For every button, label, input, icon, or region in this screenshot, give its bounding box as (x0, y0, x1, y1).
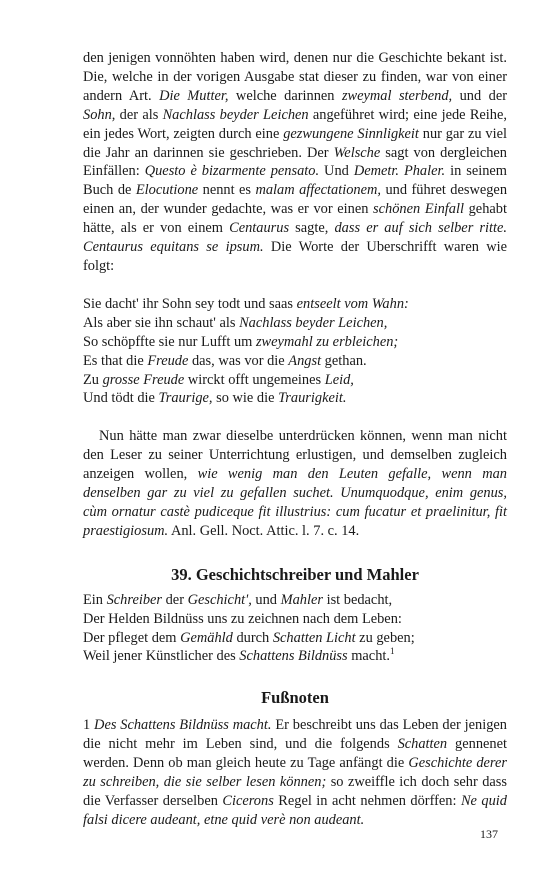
book-page (83, 49, 507, 830)
italic-run: Freude (147, 352, 189, 369)
italic-run: Schreiber (106, 591, 163, 608)
italic-run: Demetr. Phaler. (353, 163, 446, 180)
text-run: 1 (83, 717, 95, 734)
text-run: Der Helden Bildnüss uns zu zeichnen nach dem Leben: (83, 610, 402, 627)
text-run: Er beschreibt uns das Leben der jenigen die nicht mehr im Leben sind, und die folgends (83, 717, 507, 753)
text-run: so zweiffle ich doch sehr dass die Verfasser derselben (83, 774, 507, 809)
text-run: Als aber sie ihn schaut' als (83, 314, 240, 331)
text-run: und der (452, 87, 507, 104)
text-run: gethan. (321, 352, 367, 369)
text-run: Anl. Gell. Noct. Attic. l. 7. c. 14. (168, 522, 360, 539)
italic-run: grosse Freude (102, 371, 185, 388)
verse-line (83, 389, 507, 408)
epigram-poem (83, 591, 507, 667)
poem-line (83, 629, 507, 648)
verse-line (83, 352, 507, 371)
text-run: Sie dacht' ihr Sohn sey todt und saas (83, 295, 297, 312)
text-run: Der pfleget dem (83, 629, 181, 646)
italic-run: Geschicht', (187, 591, 252, 608)
italic-run: Schatten (397, 736, 448, 753)
italic-run: Nachlass beyder Leichen, (239, 314, 388, 331)
italic-run: Leid, (324, 371, 354, 388)
footnotes-heading: Fußnoten (261, 688, 329, 708)
body-paragraph-2 (83, 427, 507, 540)
poem-line (83, 647, 507, 666)
poem-line (83, 591, 507, 610)
italic-run: dass er auf sich selber ritte. Centaurus equitans se ipsum. (83, 220, 507, 256)
text-run: gennenet werden. Denn ob man gleich heute zu Tage anfängt die (83, 736, 507, 772)
italic-run: wie wenig man den Leuten gefalle, wenn man denselben gar zu viel zu gefallen suchet. Unumquodque, enim genus, cùm ornatur castè pudiceque fit illustrius: cum fucatur et praelinitur, fit praestigiosum. (83, 466, 508, 539)
italic-run: Centaurus (229, 220, 290, 237)
italic-run: Nachlass beyder Leichen (162, 106, 309, 123)
text-run: Die Worte der Uberschrifft waren wie folgt: (83, 239, 507, 274)
poem-line (83, 610, 507, 629)
italic-run: Traurigkeit. (278, 390, 347, 407)
italic-run: zweymahl zu erbleichen; (255, 333, 399, 350)
text-run: der als (115, 106, 163, 123)
text-run: durch (232, 629, 273, 646)
italic-run: Gemähld (180, 629, 233, 646)
verse-line (83, 295, 507, 314)
text-run: Und tödt die (83, 390, 159, 407)
text-run: und (251, 591, 281, 608)
italic-run: Ne quid falsi dicere audeant, etne quid verè non audeant. (83, 793, 507, 828)
verse-line (83, 314, 507, 333)
text-run: Regel in acht nehmen dörffen: (273, 793, 461, 809)
italic-run: zweymal sterbend, (341, 87, 453, 104)
text-run: und führet deswegen einen an, der wunder gedachte, was er vor einen (83, 182, 508, 218)
footnote-ref: 1 (389, 646, 395, 657)
text-run: so wie die (212, 390, 279, 407)
italic-run: Traurige, (158, 390, 213, 407)
footnote-text (83, 716, 507, 829)
text-run: gehabt hätte, als er von einem (83, 201, 507, 237)
verse-line (83, 333, 507, 352)
text-run: Es that die (83, 352, 148, 369)
text-run: Zu (83, 371, 103, 388)
text-run: angeführet wird; eine jede Reihe, ein jedes Wort, zeigten durch eine (83, 106, 507, 142)
verse-line (83, 371, 507, 390)
quoted-verse (83, 295, 507, 408)
text-run: Und (319, 163, 354, 180)
italic-run: schönen Einfall (373, 201, 464, 218)
text-run: sagt von dergleichen Einfällen: (83, 144, 508, 180)
section-heading: 39. Geschichtschreiber und Mahler (171, 564, 419, 584)
text-run: das, was vor die (188, 352, 289, 369)
italic-run: Welsche (333, 144, 381, 161)
text-run: So schöpffte sie nur Lufft um (83, 333, 256, 350)
italic-run: Questo è bizarmente pensato. (144, 163, 320, 180)
italic-run: Cicerons (222, 793, 274, 809)
text-run: welche darinnen (228, 87, 342, 104)
text-run: sagte, (289, 220, 335, 237)
italic-run: entseelt vom Wahn: (296, 295, 409, 312)
text-run: ist bedacht, (322, 591, 393, 608)
page-number: 137 (480, 827, 498, 841)
text-run: nur gar zu viel die Jahr an darinnen sie geschrieben. Der (83, 125, 507, 161)
text-run: der (162, 591, 188, 608)
text-run: zu geben; (355, 629, 415, 646)
italic-run: Schattens Bildnüss (239, 648, 348, 665)
italic-run: Schatten Licht (272, 629, 356, 646)
text-run: Nun hätte man zwar dieselbe unterdrücken können, wenn man nicht den Leser zu seiner Unterrichtung erlustigen, und demselben zugleich anzeigen wollen, (83, 428, 507, 483)
italic-run: Geschichte derer zu schreiben, die sie selber lesen können; (83, 755, 507, 791)
italic-run: Angst (288, 352, 322, 369)
text-run: macht. (347, 648, 390, 665)
text-run: Ein (83, 591, 107, 608)
text-run: in seinem Buch de (83, 163, 507, 199)
body-paragraph-1 (83, 49, 507, 276)
italic-run: Sohn, (83, 106, 116, 123)
italic-run: Die Mutter, (159, 87, 229, 104)
italic-run: gezwungene Sinnligkeit (283, 125, 419, 142)
italic-run: Mahler (280, 591, 323, 608)
italic-run: Elocutione (135, 182, 199, 199)
italic-run: malam affectationem, (255, 182, 382, 199)
text-run: den jenigen vonnöhten haben wird, denen nur die Geschichte bekant ist. Die, welche in der vorigen Ausgabe stat dieser zu finden, war von einer andern Art. (83, 50, 507, 104)
italic-run: Des Schattens Bildnüss macht. (94, 717, 272, 734)
text-run: nennt es (198, 182, 256, 199)
text-run: wirckt offt ungemeines (184, 371, 325, 388)
text-run: Weil jener Künstlicher des (83, 648, 240, 665)
